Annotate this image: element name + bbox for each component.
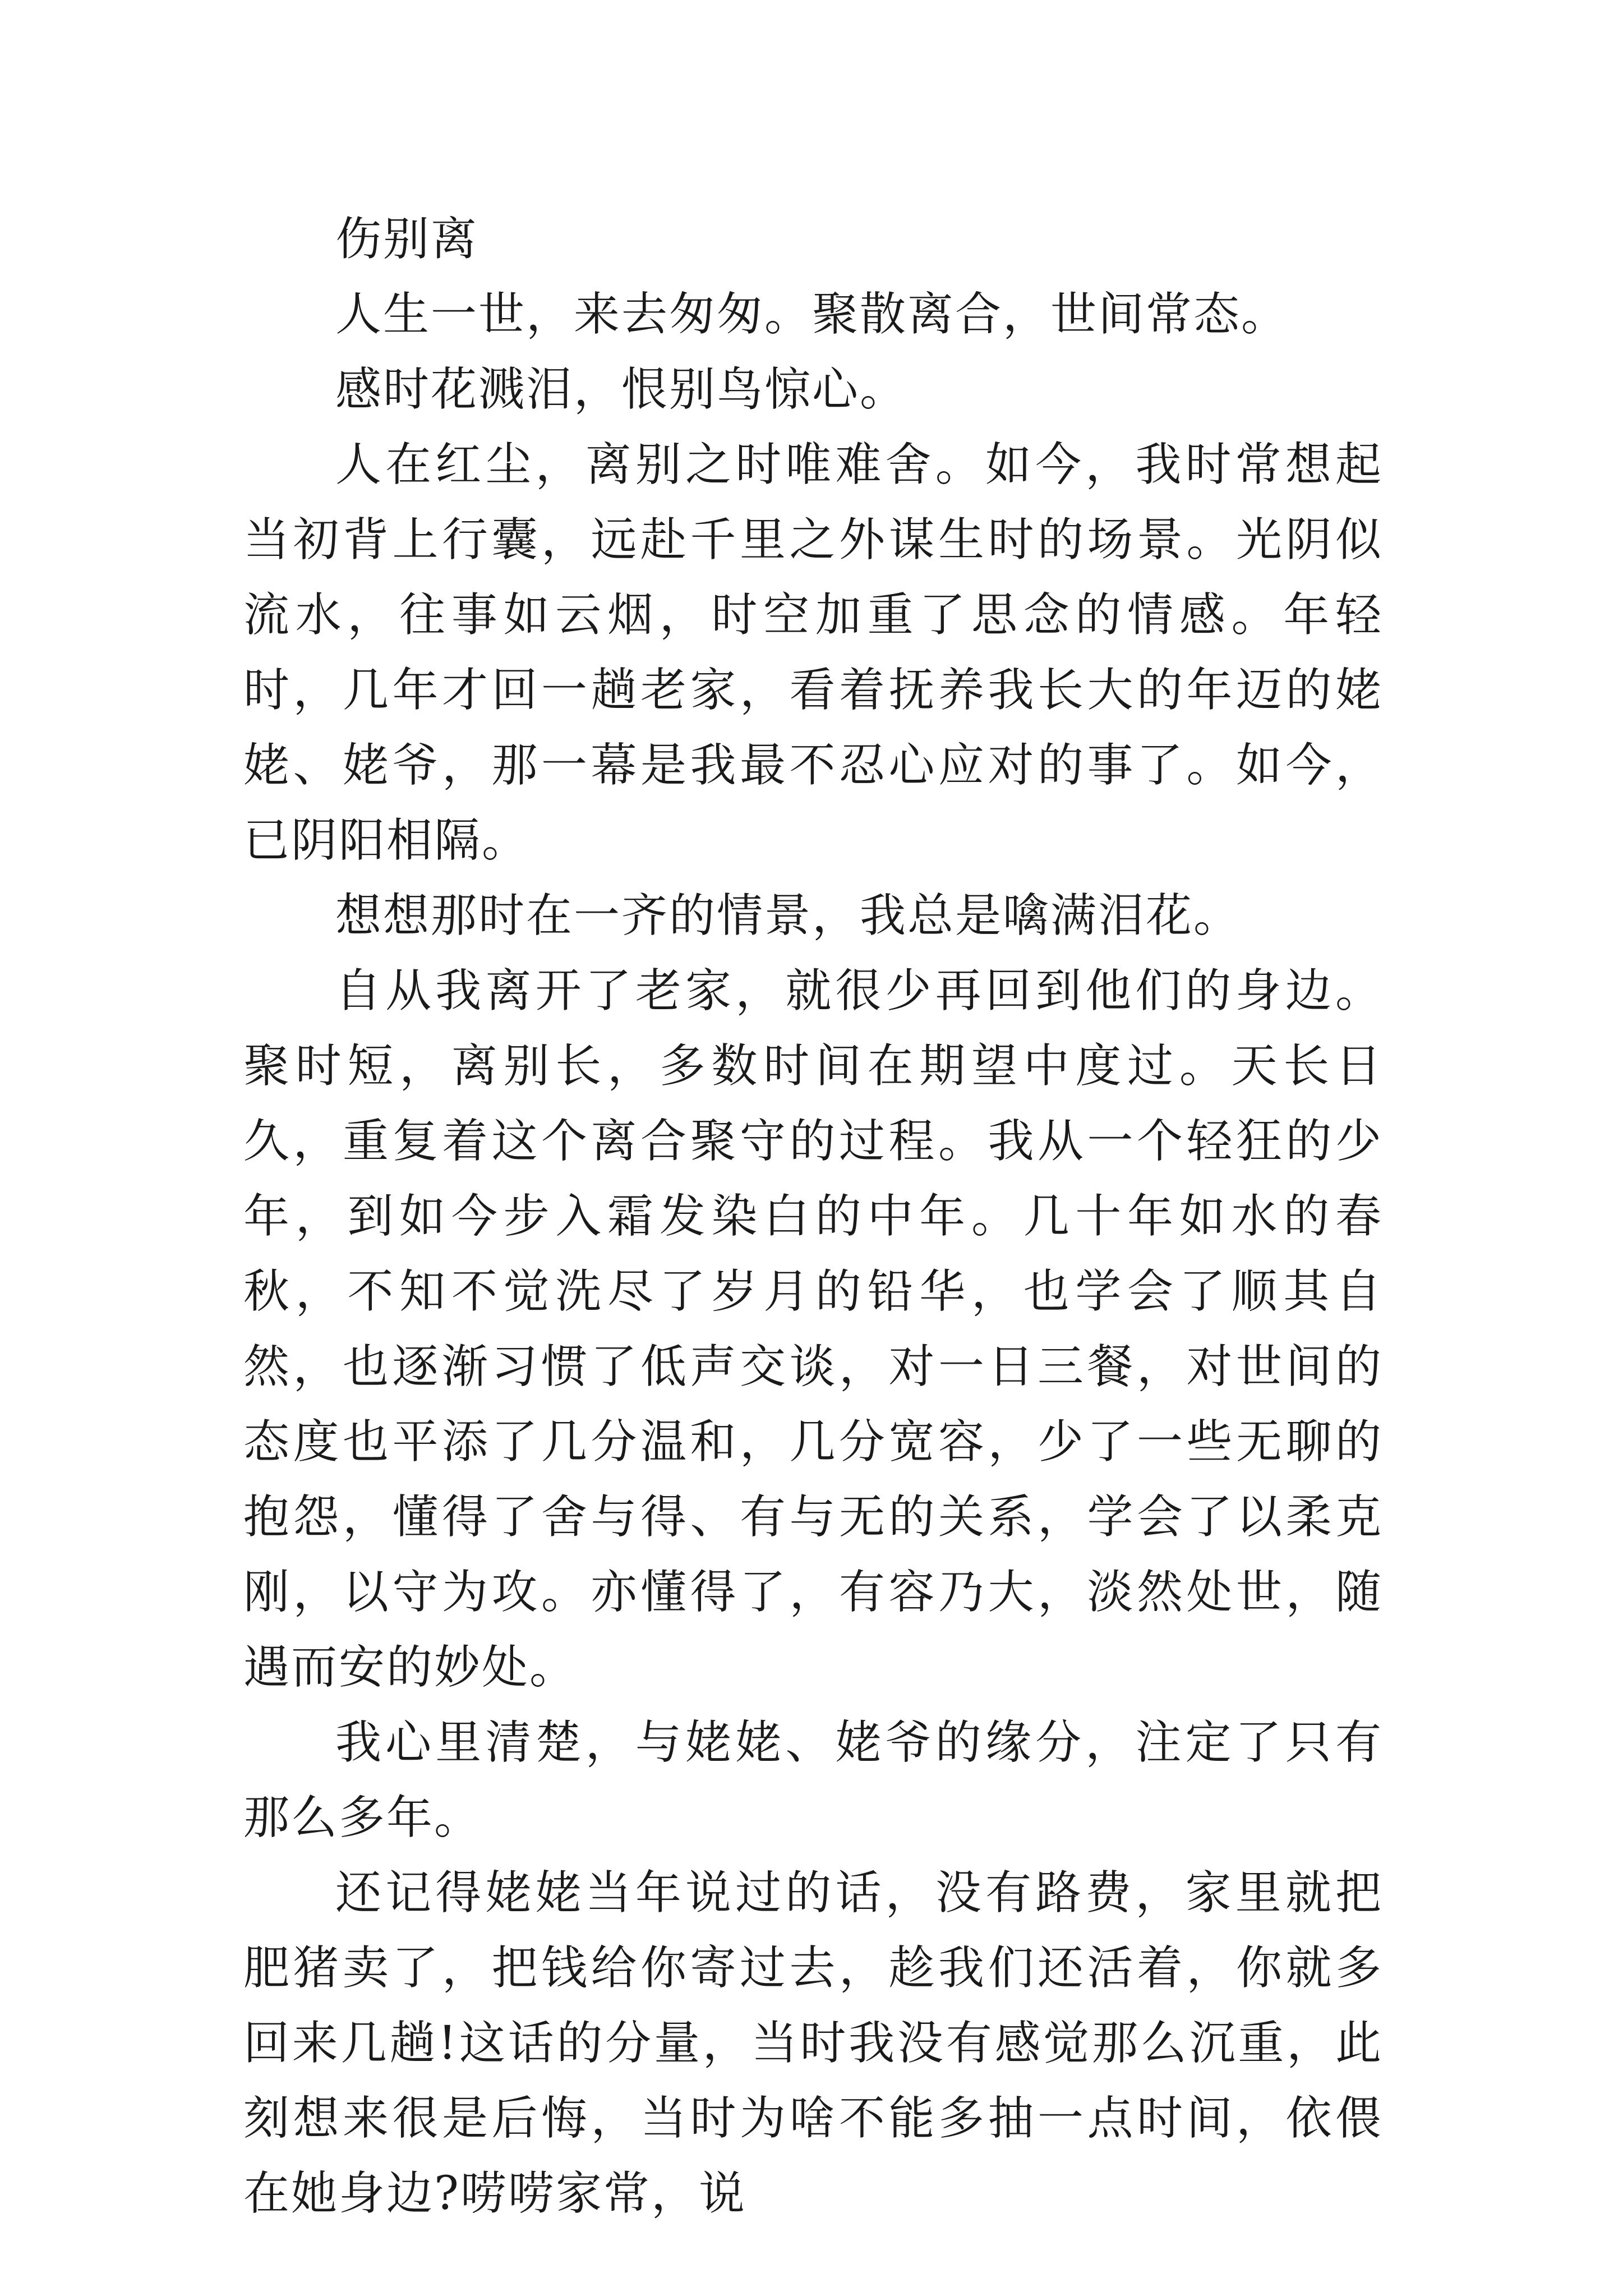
paragraph: 想想那时在一齐的情景，我总是噙满泪花。: [335, 889, 1242, 942]
paragraph: 我心里清楚，与姥姥、姥爷的缘分，注定了只有那么多年。: [243, 1716, 1383, 1844]
paragraph: 还记得姥姥当年说过的话，没有路费，家里就把肥猪卖了，把钱给你寄过去，趁我们还活着，你就多回来几趟!这话的分量，当时我没有感觉那么沉重，此刻想来很是后悔，当时为啥不能多抽一点时间，依偎在她身边?唠唠家常，说: [243, 1866, 1383, 2220]
document-title: 伤别离: [335, 213, 479, 266]
paragraph: 人在红尘，离别之时唯难舍。如今，我时常想起当初背上行囊，远赴千里之外谋生时的场景。光阴似流水，往事如云烟，时空加重了思念的情感。年轻时，几年才回一趟老家，看着抚养我长大的年迈的姥姥、姥爷，那一幕是我最不忍心应对的事了。如今，已阴阳相隔。: [243, 438, 1383, 867]
paragraph: 人生一世，来去匆匆。聚散离合，世间常态。: [335, 288, 1289, 341]
paragraph: 自从我离开了老家，就很少再回到他们的身边。聚时短，离别长，多数时间在期望中度过。天长日久，重复着这个离合聚守的过程。我从一个轻狂的少年，到如今步入霜发染白的中年。几十年如水的春秋，不知不觉洗尽了岁月的铅华，也学会了顺其自然，也逐渐习惯了低声交谈，对一日三餐，对世间的态度也平添了几分温和，几分宽容，少了一些无聊的抱怨，懂得了舍与得、有与无的关系，学会了以柔克刚，以守为攻。亦懂得了，有容乃大，淡然处世，随遇而安的妙处。: [243, 964, 1383, 1694]
paragraph: 感时花溅泪，恨别鸟惊心。: [335, 363, 908, 416]
document-body: [243, 202, 1383, 2231]
